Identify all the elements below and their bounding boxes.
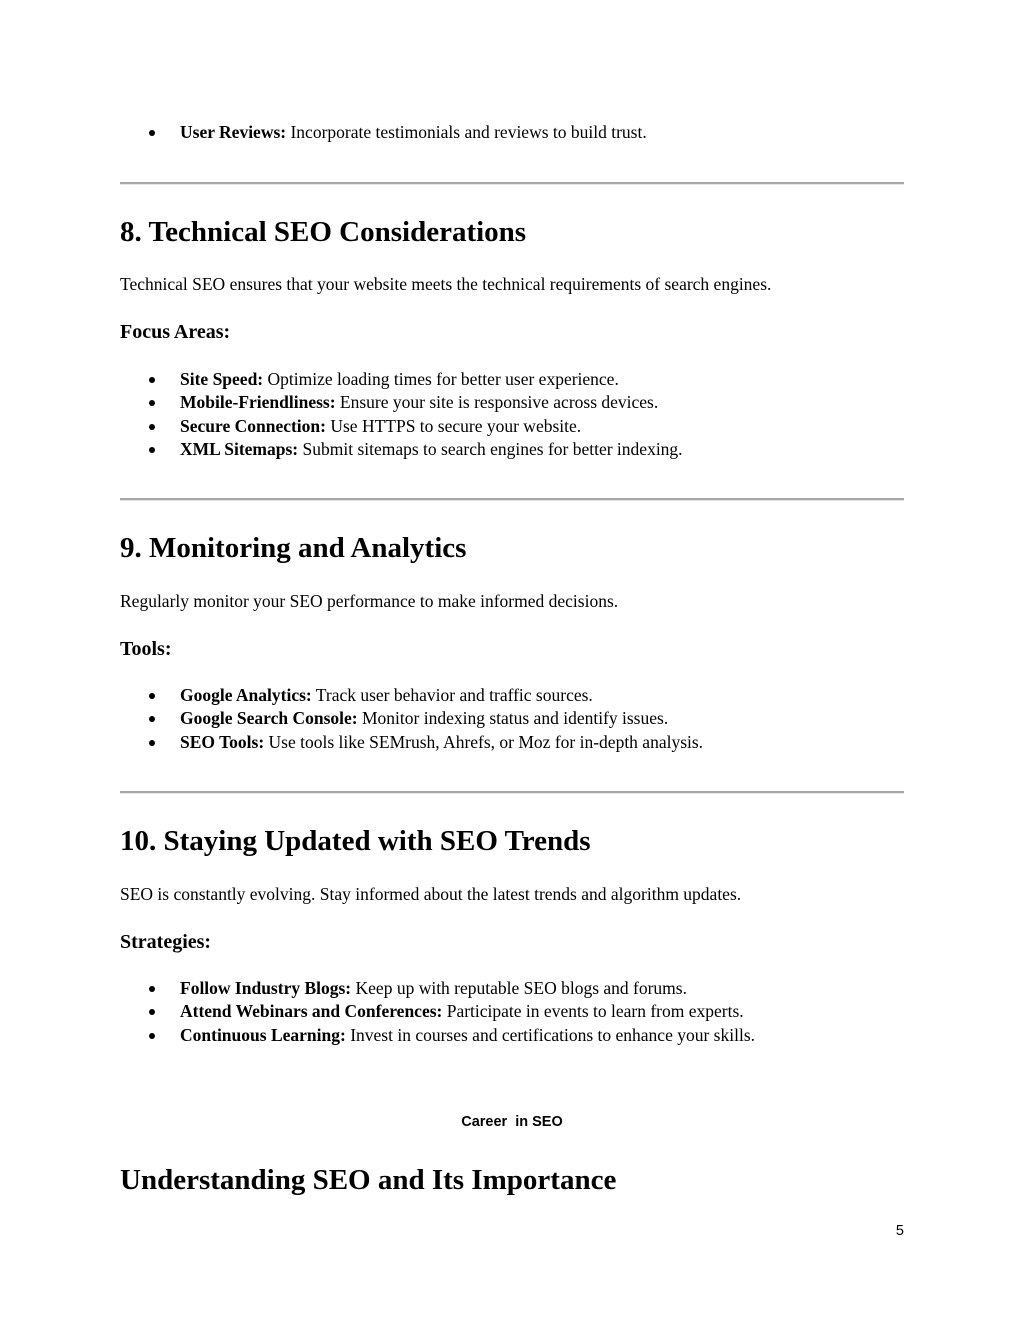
list-item-term: XML Sitemaps: [180, 438, 299, 459]
section-title: 9. Monitoring and Analytics [120, 532, 467, 564]
bullet-icon [149, 400, 155, 406]
list-item-term: Follow Industry Blogs: [180, 978, 352, 998]
tools-list [120, 684, 703, 754]
divider [120, 182, 904, 185]
bullet-icon [149, 130, 155, 136]
list-item-term: Mobile-Friendliness: [180, 392, 336, 413]
bullet-icon [149, 693, 155, 699]
list-item [120, 1000, 755, 1023]
list-item-term: Google Search Console: [180, 708, 358, 729]
list-item-term: Attend Webinars and Conferences: [180, 1001, 443, 1022]
focus-areas-list [120, 368, 683, 461]
strategies-list [120, 977, 755, 1047]
list-item [120, 415, 683, 438]
list-item-text: Use tools like SEMrush, Ahrefs, or Moz for in-depth analysis. [264, 731, 704, 752]
list-item-text: Incorporate testimonials and reviews to build trust. [286, 122, 647, 142]
bullet-icon [149, 1009, 155, 1015]
bullet-icon [149, 740, 155, 746]
list-item [120, 707, 703, 730]
divider [120, 498, 904, 501]
next-section-title: Understanding SEO and Its Importance [120, 1164, 617, 1196]
section-subheading: Strategies: [120, 931, 212, 953]
list-item [120, 977, 755, 1000]
list-item [120, 684, 703, 707]
list-item-text: Ensure your site is responsive across devices. [335, 392, 659, 413]
bullet-icon [149, 424, 155, 430]
divider [120, 791, 904, 794]
list-item [120, 391, 683, 414]
list-item-term: SEO Tools: [180, 731, 265, 752]
page-number: 5 [895, 1223, 904, 1239]
list-item-text: Track user behavior and traffic sources. [311, 685, 593, 705]
section-subheading: Focus Areas: [120, 321, 231, 343]
list-item [120, 1024, 755, 1047]
section-title: 10. Staying Updated with SEO Trends [120, 825, 591, 857]
bullet-icon [149, 1033, 155, 1039]
list-item-term: Secure Connection: [180, 415, 326, 436]
bullet-icon [149, 377, 155, 383]
list-item-text: Use HTTPS to secure your website. [325, 415, 582, 436]
bullet-icon [149, 447, 155, 453]
section-title: 8. Technical SEO Considerations [120, 216, 527, 248]
list-item-text: Participate in events to learn from experts. [442, 1001, 744, 1022]
list-item-text: Submit sitemaps to search engines for better indexing. [298, 438, 683, 459]
list-item [120, 368, 683, 391]
list-item-term: User Reviews: [180, 122, 287, 142]
intro-list [120, 121, 647, 144]
bullet-icon [149, 716, 155, 722]
section-subheading: Tools: [120, 638, 172, 660]
list-item-text: Invest in courses and certifications to enhance your skills. [345, 1024, 756, 1045]
career-label: Career in SEO [461, 1114, 563, 1130]
list-item-text: Optimize loading times for better user experience. [263, 369, 619, 389]
list-item [120, 438, 683, 461]
list-item-term: Site Speed: [180, 369, 264, 389]
list-item-text: Monitor indexing status and identify issues. [357, 708, 669, 729]
list-item-term: Continuous Learning: [180, 1024, 346, 1045]
list-item [120, 121, 647, 144]
section-description: Technical SEO ensures that your website meets the technical requirements of search engines. [120, 274, 772, 294]
section-description: SEO is constantly evolving. Stay informed about the latest trends and algorithm updates. [120, 884, 742, 904]
list-item-text: Keep up with reputable SEO blogs and forums. [351, 978, 687, 998]
list-item-term: Google Analytics: [180, 685, 312, 705]
bullet-icon [149, 986, 155, 992]
list-item [120, 731, 703, 754]
section-description: Regularly monitor your SEO performance to make informed decisions. [120, 591, 619, 611]
